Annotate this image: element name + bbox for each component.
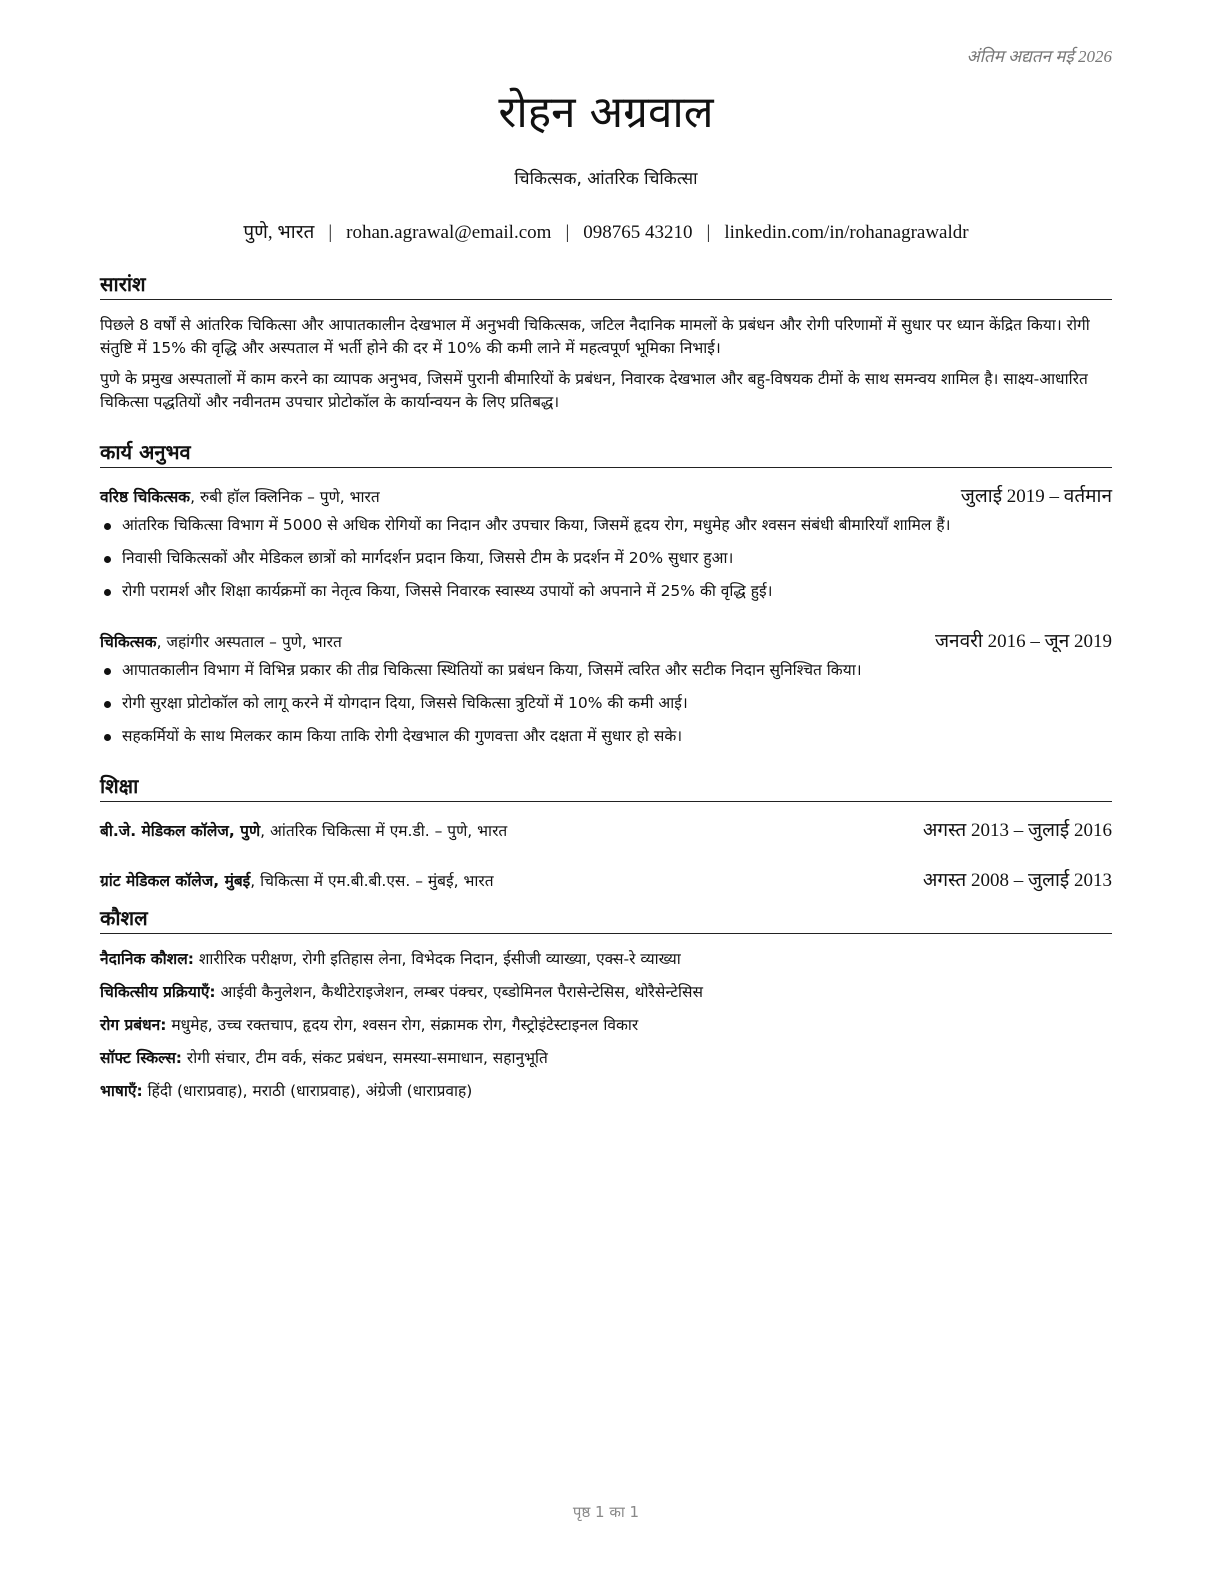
job-role: चिकित्सक: [100, 633, 157, 651]
job-bullet: आपातकालीन विभाग में विभिन्न प्रकार की तीव्र चिकित्सा स्थितियों का प्रबंधन किया, जिसमें त्वरित और सटीक निदान सुनिश्चित किया।: [100, 659, 1112, 682]
skill-row: [100, 1047, 1112, 1070]
education-school-degree: [100, 869, 494, 891]
job-bullet: सहकर्मियों के साथ मिलकर काम किया ताकि रोगी देखभाल की गुणवत्ता और दक्षता में सुधार हो सके।: [100, 725, 1112, 748]
skill-row: [100, 948, 1112, 971]
education-degree: , आंतरिक चिकित्सा में एम.डी. – पुणे, भारत: [260, 822, 508, 840]
education-school: बी.जे. मेडिकल कॉलेज, पुणे: [100, 822, 261, 840]
skill-label: रोग प्रबंधन:: [100, 1016, 167, 1034]
job-role-org: [100, 630, 342, 652]
education-section: [100, 772, 1112, 892]
summary-section: [100, 270, 1112, 414]
skill-value: आईवी कैनुलेशन, कैथीटेराइजेशन, लम्बर पंक्चर, एब्डोमिनल पैरासेन्टेसिस, थोरैसेन्टेसिस: [215, 983, 704, 1001]
education-entry: [100, 866, 1112, 892]
section-heading-experience: कार्य अनुभव: [100, 438, 1112, 468]
skill-row: [100, 1014, 1112, 1037]
section-heading-summary: सारांश: [100, 270, 1112, 300]
contact-separator: |: [565, 222, 570, 243]
skill-value: रोगी संचार, टीम वर्क, संकट प्रबंधन, समस्या-समाधान, सहानुभूति: [182, 1049, 548, 1067]
education-entry: [100, 816, 1112, 842]
job-dates: जनवरी 2016 – जून 2019: [934, 631, 1112, 652]
job-header: [100, 627, 1112, 653]
job-bullets: [100, 514, 1112, 603]
education-dates: अगस्त 2013 – जुलाई 2016: [922, 820, 1112, 841]
job-entry: [100, 627, 1112, 748]
job-org: , रुबी हॉल क्लिनिक – पुणे, भारत: [190, 488, 380, 506]
contact-separator: |: [328, 222, 333, 243]
candidate-name: रोहन अग्रवाल: [498, 87, 714, 138]
job-bullet: रोगी सुरक्षा प्रोटोकॉल को लागू करने में योगदान दिया, जिससे चिकित्सा त्रुटियों में 10% की कमी आई।: [100, 692, 1112, 715]
skill-label: सॉफ्ट स्किल्स:: [100, 1049, 182, 1067]
contact-location: पुणे, भारत: [243, 222, 315, 243]
contact-linkedin[interactable]: linkedin.com/in/rohanagrawaldr: [724, 222, 969, 243]
skill-row: [100, 1080, 1112, 1103]
job-bullet: निवासी चिकित्सकों और मेडिकल छात्रों को मार्गदर्शन प्रदान किया, जिससे टीम के प्रदर्शन में 20% सुधार हुआ।: [100, 547, 1112, 570]
experience-section: [100, 438, 1112, 748]
candidate-title: चिकित्सक, आंतरिक चिकित्सा: [514, 169, 698, 189]
section-heading-education: शिक्षा: [100, 772, 1112, 802]
job-header: [100, 482, 1112, 508]
job-org: , जहांगीर अस्पताल – पुणे, भारत: [156, 633, 342, 651]
skill-label: भाषाएँ:: [100, 1082, 143, 1100]
contact-line: [100, 218, 1112, 244]
skill-value: मधुमेह, उच्च रक्तचाप, हृदय रोग, श्वसन रोग, संक्रामक रोग, गैस्ट्रोइंटेस्टाइनल विकार: [166, 1016, 639, 1034]
skill-value: शारीरिक परीक्षण, रोगी इतिहास लेना, विभेदक निदान, ईसीजी व्याख्या, एक्स-रे व्याख्या: [193, 950, 681, 968]
summary-paragraph: पिछले 8 वर्षों से आंतरिक चिकित्सा और आपातकालीन देखभाल में अनुभवी चिकित्सक, जटिल नैदानिक मामलों के प्रबंधन और रोगी परिणामों में सुधार पर ध्यान केंद्रित किया। रोगी संतुष्टि में 15% की वृद्धि और अस्पताल में भर्ती होने की दर में 10% की कमी लाने में महत्वपूर्ण भूमिका निभाई।: [100, 316, 1090, 357]
job-role-org: [100, 485, 380, 507]
skill-value: हिंदी (धाराप्रवाह), मराठी (धाराप्रवाह), अंग्रेजी (धाराप्रवाह): [142, 1082, 473, 1100]
job-bullet: रोगी परामर्श और शिक्षा कार्यक्रमों का नेतृत्व किया, जिससे निवारक स्वास्थ्य उपायों को अपनाने में 25% की वृद्धि हुई।: [100, 580, 1112, 603]
education-degree: , चिकित्सा में एम.बी.बी.एस. – मुंबई, भारत: [250, 872, 494, 890]
job-role: वरिष्ठ चिकित्सक: [100, 488, 191, 506]
job-entry: [100, 482, 1112, 603]
contact-phone[interactable]: 098765 43210: [583, 222, 693, 243]
education-school-degree: [100, 819, 507, 841]
skill-row: [100, 981, 1112, 1004]
skill-label: नैदानिक कौशल:: [100, 950, 194, 968]
job-dates: जुलाई 2019 – वर्तमान: [960, 486, 1112, 507]
education-school: ग्रांट मेडिकल कॉलेज, मुंबई: [100, 872, 251, 890]
contact-email[interactable]: rohan.agrawal@email.com: [346, 222, 552, 243]
resume-page: [100, 0, 1112, 1584]
job-bullets: [100, 659, 1112, 748]
contact-separator: |: [706, 222, 711, 243]
skill-label: चिकित्सीय प्रक्रियाएँ:: [100, 983, 216, 1001]
page-number: पृष्ठ 1 का 1: [572, 1503, 640, 1521]
job-bullet: आंतरिक चिकित्सा विभाग में 5000 से अधिक रोगियों का निदान और उपचार किया, जिसमें हृदय रोग, मधुमेह और श्वसन संबंधी बीमारियाँ शामिल हैं।: [100, 514, 1112, 537]
skills-section: [100, 904, 1112, 1103]
section-heading-skills: कौशल: [100, 904, 1112, 934]
education-dates: अगस्त 2008 – जुलाई 2013: [922, 870, 1112, 891]
summary-paragraph: पुणे के प्रमुख अस्पतालों में काम करने का व्यापक अनुभव, जिसमें पुरानी बीमारियों के प्रबंधन, निवारक देखभाल और बहु-विषयक टीमों के साथ समन्वय शामिल है। साक्ष्य-आधारित चिकित्सा पद्धतियों और नवीनतम उपचार प्रोटोकॉल के कार्यान्वयन के लिए प्रतिबद्ध।: [100, 370, 1088, 411]
last-updated-note: अंतिम अद्यतन मई 2026: [966, 47, 1112, 66]
